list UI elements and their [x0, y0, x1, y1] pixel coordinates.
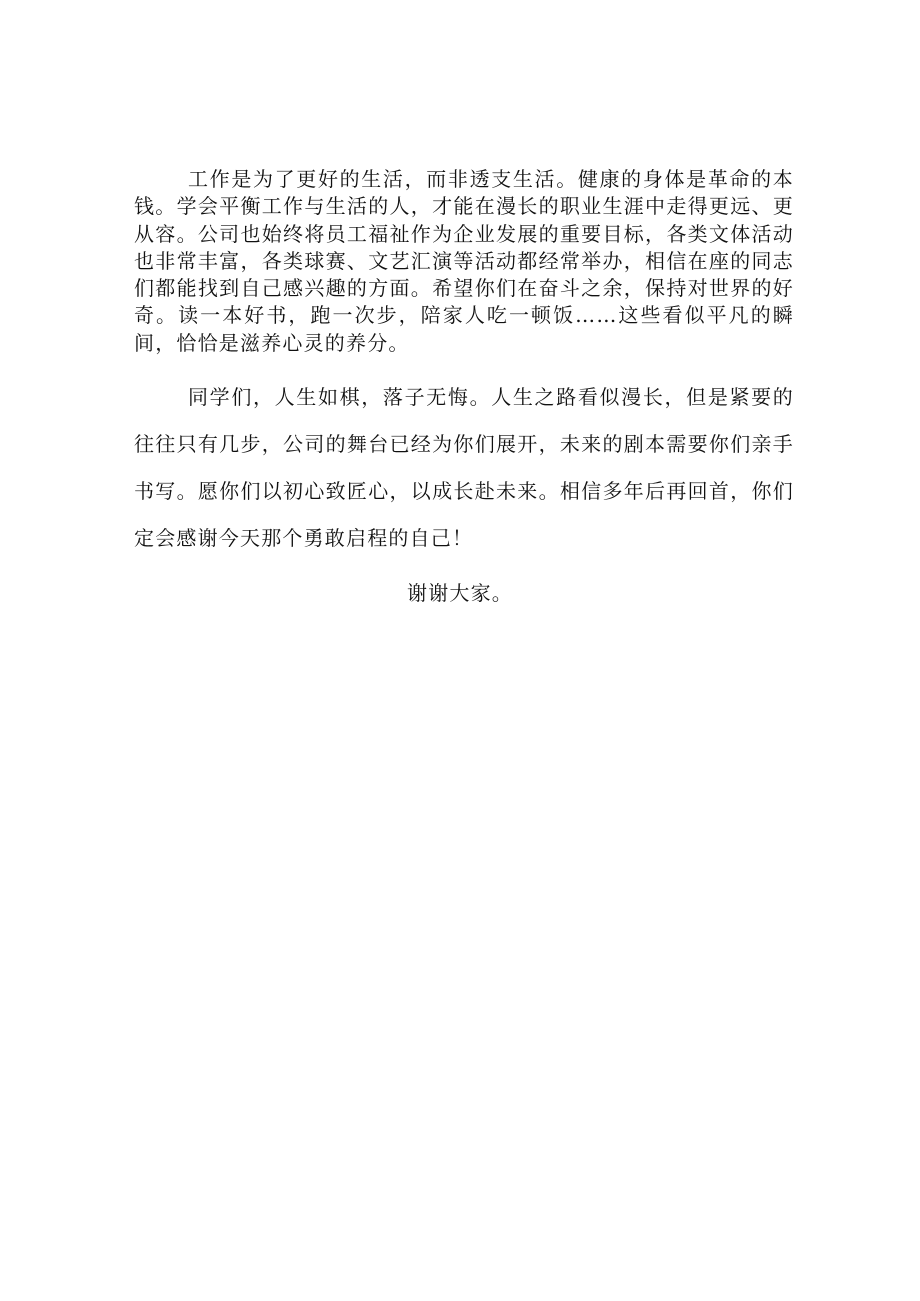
closing-thanks: 谢谢大家。 [407, 581, 513, 605]
paragraph-life-like-chess: 同学们，人生如棋，落子无悔。人生之路看似漫长，但是紧要的往往只有几步，公司的舞台已经为你们展开，未来的剧本需要你们亲手书写。愿你们以初心致匠心，以成长赴未来。相信多年后再回首，你们定会感谢今天那个勇敢启程的自己！ [134, 385, 794, 550]
paragraph-work-life-balance: 工作是为了更好的生活，而非透支生活。健康的身体是革命的本钱。学会平衡工作与生活的人，才能在漫长的职业生涯中走得更远、更从容。公司也始终将员工福祉作为企业发展的重要目标，各类文体活动也非常丰富，各类球赛、文艺汇演等活动都经常举办，相信在座的同志们都能找到自己感兴趣的方面。希望你们在奋斗之余，保持对世界的好奇。读一本好书，跑一次步，陪家人吃一顿饭……这些看似平凡的瞬间，恰恰是滋养心灵的养分。 [134, 167, 794, 355]
